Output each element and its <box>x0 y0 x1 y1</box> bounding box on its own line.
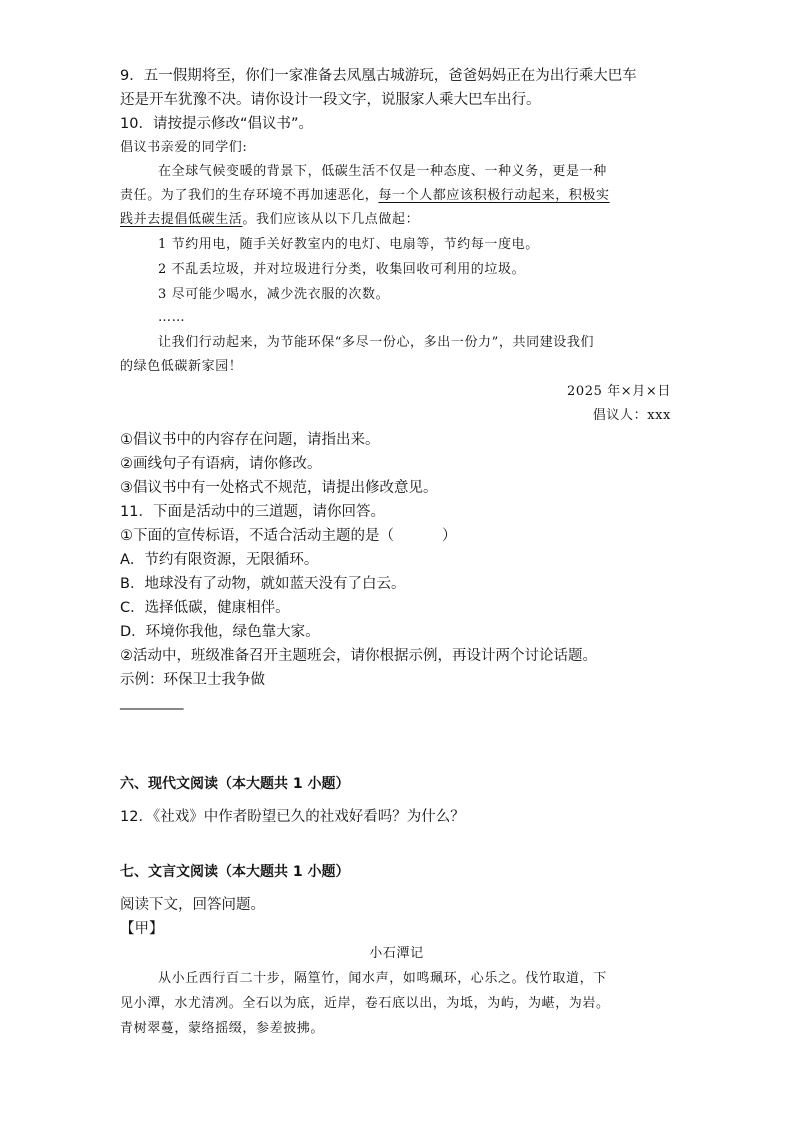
passage-line-1: 从小丘西行百二十步，隔篁竹，闻水声，如鸣珮环，心乐之。伐竹取道，下 <box>158 971 607 986</box>
reading-instruction: 阅读下文，回答问题。 <box>120 897 265 913</box>
letter-item-3: 3 尽可能少喝水，减少洗衣服的次数。 <box>158 287 390 302</box>
q11-prompt: 11．下面是活动中的三道题，请你回答。 <box>120 504 385 520</box>
letter-closing-line-2: 的绿色低碳新家园！ <box>120 359 243 374</box>
q11-sub-1 <box>120 526 457 546</box>
q10-prompt: 10．请按提示修改“倡议书”。 <box>120 116 313 132</box>
letter-signer: 倡议人：xxx <box>592 408 671 423</box>
passage-line-3: 青树翠蔓，蒙络摇缀，参差披拂。 <box>120 1021 325 1036</box>
letter-paragraph-line-3 <box>120 210 419 230</box>
underlined-sentence-part-2: 践并去提倡低碳生活 <box>120 212 243 227</box>
q11-sub-1-text: ①下面的宣传标语，不适合活动主题的是（ <box>120 528 394 544</box>
letter-item-2: 2 不乱丢垃圾，并对垃圾进行分类，收集回收可利用的垃圾。 <box>158 262 526 277</box>
section-7-heading: 七、文言文阅读（本大题共 1 小题） <box>120 864 350 880</box>
letter-plain-text: 责任。为了我们的生存环境不再加速恶化， <box>120 188 379 203</box>
q11-sub-2: ②活动中，班级准备召开主题班会，请你根据示例，再设计两个讨论话题。 <box>120 648 597 664</box>
section-6-heading: 六、现代文阅读（本大题共 1 小题） <box>120 776 350 792</box>
q10-sub-1: ①倡议书中的内容存在问题，请指出来。 <box>120 432 380 448</box>
option-d: D．环境你我他，绿色靠大家。 <box>120 624 320 640</box>
passage-title: 小石潭记 <box>369 946 424 961</box>
letter-item-1: 1 节约用电，随手关好教室内的电灯、电扇等，节约每一度电。 <box>158 237 539 252</box>
q11-example: 示例：环保卫士我争做 <box>120 672 265 688</box>
q11-sub-1-close: ） <box>442 528 457 544</box>
letter-closing-line-1: 让我们行动起来，为节能环保“多尽一份心，多出一份力”，共同建设我们 <box>158 335 595 350</box>
q9-line-2: 还是开车犹豫不决。请你设计一段文字，说服家人乘大巴车出行。 <box>120 92 541 108</box>
q10-sub-2: ②画线句子有语病，请你修改。 <box>120 456 322 472</box>
option-a: A．节约有限资源，无限循环。 <box>120 552 319 568</box>
passage-label: 【甲】 <box>120 921 164 937</box>
option-b: B．地球没有了动物，就如蓝天没有了白云。 <box>120 576 406 592</box>
q12: 12．《社戏》中作者盼望已久的社戏好看吗？为什么？ <box>120 809 465 825</box>
option-c: C．选择低碳，健康相伴。 <box>120 600 290 616</box>
letter-plain-text: 。我们应该从以下几点做起： <box>242 212 420 227</box>
letter-date: 2025 年×月×日 <box>566 384 671 399</box>
q10-sub-3: ③倡议书中有一处格式不规范，请提出修改意见。 <box>120 480 438 496</box>
answer-line: __________ <box>120 694 183 710</box>
q9-line-1: 9．五一假期将至，你们一家准备去凤凰古城游玩，爸爸妈妈正在为出行乘大巴车 <box>120 68 637 84</box>
letter-paragraph-line-1: 在全球气候变暖的背景下，低碳生活不仅是一种态度、一种义务，更是一种 <box>158 164 607 179</box>
letter-ellipsis: …… <box>158 310 186 325</box>
passage-line-2: 见小潭，水尤清冽。全石以为底，近岸，卷石底以出，为坻，为屿，为嵁，为岩。 <box>120 996 610 1011</box>
letter-salutation: 倡议书亲爱的同学们: <box>120 140 248 155</box>
letter-paragraph-line-2 <box>120 186 610 206</box>
underlined-sentence-part-1: 每一个人都应该积极行动起来，积极实 <box>378 188 610 203</box>
